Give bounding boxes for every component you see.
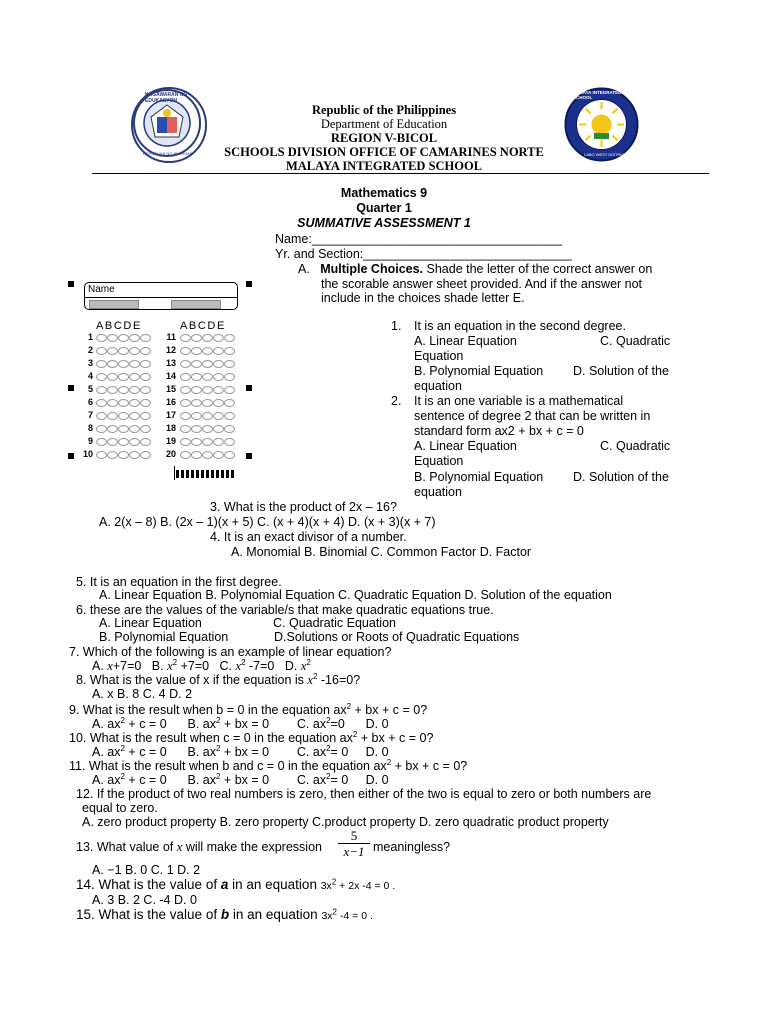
answer-bubble[interactable] — [96, 451, 107, 459]
q13-stem-post: meaningless? — [373, 840, 451, 854]
q9-choice-a: A. ax — [92, 717, 121, 731]
answer-bubble[interactable] — [191, 334, 202, 342]
q7-a-var: x — [107, 659, 113, 673]
quarter-title: Quarter 1 — [356, 201, 412, 215]
right-row-number: 14 — [165, 371, 176, 381]
answer-bubble[interactable] — [191, 451, 202, 459]
q9-choice-c-rest: =0 — [330, 717, 345, 731]
q9-choice-c: C. ax — [296, 717, 327, 731]
q8-var: x — [307, 673, 313, 687]
q13-numerator: 5 — [350, 828, 358, 843]
answer-bubble[interactable] — [129, 347, 140, 355]
q11-choice-a: A. ax — [92, 773, 121, 787]
answer-bubble[interactable] — [107, 373, 118, 381]
deped-seal-subtext: REPUBLIKA NG PILIPINAS — [143, 151, 193, 156]
answer-bubble[interactable] — [118, 373, 129, 381]
answer-bubble[interactable] — [118, 412, 129, 420]
q1-choice-a: A. Linear Equation — [414, 334, 517, 348]
left-row-number: 8 — [87, 423, 93, 433]
answer-bubble[interactable] — [118, 399, 129, 407]
q11-stem — [69, 759, 467, 773]
answer-bubble[interactable] — [224, 334, 235, 342]
q7-c-exp: 2 — [241, 657, 246, 667]
header-department: Department of Education — [320, 117, 448, 131]
answer-bubble[interactable] — [180, 334, 191, 342]
q7-d-var: x — [300, 659, 307, 673]
answer-bubble[interactable] — [213, 347, 224, 355]
q8-choices: A. x B. 8 C. 4 D. 2 — [92, 687, 193, 701]
answer-bubble[interactable] — [107, 399, 118, 407]
answer-bubble[interactable] — [129, 334, 140, 342]
left-row-number: 2 — [87, 345, 93, 355]
q10-choice-a-rest: + c = 0 — [124, 745, 167, 759]
answer-bubble[interactable] — [118, 360, 129, 368]
answer-bubble[interactable] — [191, 438, 202, 446]
q10-exp: 2 — [352, 729, 358, 739]
q10-choice-b-rest: + bx = 0 — [220, 745, 270, 759]
right-row-number: 13 — [165, 358, 176, 368]
q10-c-exp: 2 — [326, 743, 331, 753]
answer-sheet-name-box — [84, 282, 238, 310]
q11-stem-pre: 11. What is the result when b and c = 0 in the equation ax — [69, 759, 387, 773]
left-row-number: 7 — [87, 410, 93, 420]
answer-bubble[interactable] — [140, 334, 151, 342]
answer-bubble[interactable] — [202, 412, 213, 420]
q9-choice-b-rest: + bx = 0 — [220, 717, 270, 731]
left-row-number: 10 — [82, 449, 93, 459]
answer-bubble[interactable] — [191, 386, 202, 394]
instruction-line-1 — [298, 262, 652, 276]
q11-choice-d: D. 0 — [365, 773, 389, 787]
q11-choice-c-rest: = 0 — [330, 773, 349, 787]
answer-bubble[interactable] — [140, 386, 151, 394]
answer-bubble[interactable] — [224, 451, 235, 459]
q13-choices: A. −1 B. 0 C. 1 D. 2 — [92, 863, 201, 877]
answer-bubble[interactable] — [140, 412, 151, 420]
answer-bubble[interactable] — [202, 360, 213, 368]
answer-bubble[interactable] — [140, 373, 151, 381]
answer-bubble[interactable] — [96, 412, 107, 420]
answer-bubble[interactable] — [140, 451, 151, 459]
answer-sheet-footer-pattern — [176, 470, 236, 478]
q14-eq-pre: 3x — [320, 880, 332, 892]
school-seal-text: MALAYA INTEGRATED SCHOOL — [573, 90, 622, 100]
q7-choices — [92, 659, 311, 674]
right-row-number: 15 — [165, 384, 176, 394]
answer-bubble[interactable] — [213, 334, 224, 342]
registration-mark — [246, 281, 252, 287]
q2-choice-a: A. Linear Equation — [414, 439, 517, 453]
answer-bubble[interactable] — [129, 399, 140, 407]
q3-stem: 3. What is the product of 2x – 16? — [210, 500, 397, 514]
instruction-letter: A. — [298, 262, 310, 276]
registration-mark — [246, 453, 252, 459]
answer-bubble[interactable] — [213, 373, 224, 381]
q15-eq-post: -4 = 0 . — [337, 910, 373, 922]
q13-stem-pre: 13. What value of — [76, 840, 174, 854]
q14-choices: A. 3 B. 2 C. -4 D. 0 — [92, 893, 197, 907]
q10-choice-a: A. ax — [92, 745, 121, 759]
q2-choice-c: C. Quadratic — [600, 439, 671, 453]
answer-bubble[interactable] — [180, 451, 191, 459]
answer-bubble[interactable] — [140, 347, 151, 355]
answer-bubble[interactable] — [96, 373, 107, 381]
registration-mark — [68, 453, 74, 459]
answer-bubble[interactable] — [224, 438, 235, 446]
q12-choices: A. zero product property B. zero property C.product property D. zero quadratic product property — [82, 815, 609, 829]
left-row-number: 5 — [87, 384, 93, 394]
q11-exp: 2 — [386, 757, 392, 767]
answer-bubble[interactable] — [213, 425, 224, 433]
answer-bubble[interactable] — [96, 360, 107, 368]
answer-bubble[interactable] — [129, 412, 140, 420]
answer-bubble[interactable] — [140, 425, 151, 433]
q12-stem-1: 12. If the product of two real numbers is zero, then either of the two is equal to zero or both numbers are — [76, 787, 652, 801]
answer-bubble[interactable] — [107, 438, 118, 446]
q11-choice-c: C. ax — [296, 773, 327, 787]
q15-var: b — [220, 907, 230, 922]
answer-bubble[interactable] — [224, 412, 235, 420]
q9-a-exp: 2 — [120, 715, 125, 725]
q1-choice-b: B. Polynomial Equation — [414, 364, 544, 378]
header-divider — [92, 173, 709, 174]
answer-bubble[interactable] — [224, 399, 235, 407]
answer-bubble[interactable] — [202, 438, 213, 446]
answer-sheet-header-right: ABCDE — [180, 320, 226, 332]
right-row-number: 20 — [165, 449, 176, 459]
answer-bubble[interactable] — [224, 347, 235, 355]
registration-mark — [246, 385, 252, 391]
q14-eq-exp: 2 — [331, 877, 337, 887]
instruction-text-2: the scorable answer sheet provided. And if the answer not — [321, 277, 643, 291]
answer-bubble[interactable] — [191, 360, 202, 368]
q7-d-label: D. — [284, 659, 298, 673]
instruction-bold: Multiple Choices. — [320, 262, 424, 276]
q1-number: 1. — [391, 319, 402, 333]
q3-choices: A. 2(x – 8) B. (2x – 1)(x + 5) C. (x + 4)(x + 4) D. (x + 3)(x + 7) — [99, 515, 436, 529]
q7-b-var: x — [167, 659, 173, 673]
subject-title: Mathematics 9 — [340, 186, 428, 200]
answer-bubble[interactable] — [129, 386, 140, 394]
answer-sheet-footer-line — [174, 466, 175, 480]
answer-bubble[interactable] — [129, 451, 140, 459]
q8-stem-post: -16=0? — [320, 673, 361, 687]
q8-stem-pre: 8. What is the value of x if the equation is — [76, 673, 304, 687]
answer-bubble[interactable] — [107, 334, 118, 342]
answer-bubble[interactable] — [180, 373, 191, 381]
q10-choice-c: C. ax — [296, 745, 327, 759]
q4-stem: 4. It is an exact divisor of a number. — [210, 530, 407, 544]
q9-choice-a-rest: + c = 0 — [124, 717, 167, 731]
q5-choices: A. Linear Equation B. Polynomial Equation C. Quadratic Equation D. Solution of the equation — [99, 588, 612, 602]
q13-denominator: x−1 — [343, 844, 365, 859]
answer-bubble[interactable] — [191, 425, 202, 433]
answer-bubble[interactable] — [180, 386, 191, 394]
header-region: REGION V-BICOL — [330, 131, 438, 145]
q9-choices — [92, 717, 389, 731]
q15-eq-exp: 2 — [332, 907, 337, 917]
q6-stem: 6. these are the values of the variable/s that make quadratic equations true. — [76, 603, 494, 617]
q4-choices: A. Monomial B. Binomial C. Common Factor D. Factor — [231, 545, 532, 559]
answer-bubble[interactable] — [118, 438, 129, 446]
answer-bubble[interactable] — [96, 399, 107, 407]
q2-choice-b: B. Polynomial Equation — [414, 470, 544, 484]
answer-bubble[interactable] — [118, 451, 129, 459]
answer-bubble[interactable] — [202, 425, 213, 433]
answer-bubble[interactable] — [213, 386, 224, 394]
instruction-text-3: include in the choices shade letter E. — [321, 291, 525, 305]
answer-bubble[interactable] — [213, 438, 224, 446]
q1-choice-c: C. Quadratic — [600, 334, 671, 348]
answer-bubble[interactable] — [107, 386, 118, 394]
registration-mark — [68, 281, 74, 287]
q14-pre: 14. What is the value of — [76, 877, 218, 892]
answer-bubble[interactable] — [118, 347, 129, 355]
answer-bubble[interactable] — [107, 451, 118, 459]
answer-bubble[interactable] — [180, 425, 191, 433]
q7-c-label: C. — [219, 659, 233, 673]
q11-b-exp: 2 — [216, 771, 221, 781]
q8-stem — [76, 673, 360, 688]
q2-number: 2. — [391, 394, 402, 408]
right-row-number: 18 — [165, 423, 176, 433]
q9-stem-post: + bx + c = 0? — [351, 703, 428, 717]
answer-sheet-header-left: ABCDE — [96, 320, 142, 332]
answer-bubble[interactable] — [180, 438, 191, 446]
q7-a-eq: +7=0 — [112, 659, 142, 673]
q7-c-var: x — [235, 659, 242, 673]
q15-pre: 15. What is the value of — [76, 907, 218, 922]
q12-stem-2: equal to zero. — [82, 801, 158, 815]
q14-mid: in an equation — [232, 877, 317, 892]
q11-choice-b-rest: + bx = 0 — [220, 773, 270, 787]
answer-bubble[interactable] — [96, 386, 107, 394]
q1-stem: It is an equation in the second degree. — [414, 319, 626, 333]
header-republic: Republic of the Philippines — [311, 103, 457, 117]
answer-bubble[interactable] — [107, 412, 118, 420]
q10-stem-pre: 10. What is the result when c = 0 in the equation ax — [69, 731, 353, 745]
assessment-title: SUMMATIVE ASSESSMENT 1 — [297, 216, 471, 230]
right-row-number: 11 — [166, 332, 176, 342]
registration-mark — [68, 385, 74, 391]
q6-choice-b: B. Polynomial Equation — [99, 630, 229, 644]
left-row-number: 4 — [87, 371, 93, 381]
q1-choice-c-cont: Equation — [414, 349, 464, 363]
q9-b-exp: 2 — [216, 715, 221, 725]
answer-bubble[interactable] — [96, 438, 107, 446]
q11-stem-post: + bx + c = 0? — [391, 759, 468, 773]
q6-choice-d: D.Solutions or Roots of Quadratic Equations — [274, 630, 520, 644]
name-field[interactable]: Name:____________________________________ — [275, 232, 563, 246]
q10-choice-b: B. ax — [187, 745, 216, 759]
header-school: MALAYA INTEGRATED SCHOOL — [285, 159, 483, 173]
left-row-number: 6 — [87, 397, 93, 407]
q15-stem — [76, 907, 373, 922]
answer-bubble[interactable] — [202, 334, 213, 342]
q10-choices — [92, 745, 389, 759]
answer-bubble[interactable] — [191, 373, 202, 381]
answer-bubble[interactable] — [180, 412, 191, 420]
answer-bubble[interactable] — [180, 360, 191, 368]
q2-stem-1: It is an one variable is a mathematical — [414, 394, 624, 408]
q5-stem: 5. It is an equation in the first degree. — [76, 575, 282, 589]
q13-stem-mid: will make the expression — [185, 840, 322, 854]
q7-b-eq: +7=0 — [180, 659, 210, 673]
right-row-number: 16 — [165, 397, 176, 407]
answer-bubble[interactable] — [129, 373, 140, 381]
q10-stem-post: + bx + c = 0? — [357, 731, 434, 745]
answer-bubble[interactable] — [140, 399, 151, 407]
q7-stem: 7. Which of the following is an example of linear equation? — [69, 645, 392, 659]
answer-bubble[interactable] — [140, 438, 151, 446]
q11-choices — [92, 773, 389, 787]
q6-choice-c: C. Quadratic Equation — [273, 616, 396, 630]
answer-bubble[interactable] — [118, 425, 129, 433]
answer-bubble[interactable] — [202, 451, 213, 459]
q2-choice-c-cont: Equation — [414, 454, 464, 468]
answer-bubble[interactable] — [224, 386, 235, 394]
q7-d-exp: 2 — [306, 657, 311, 667]
left-row-number: 3 — [87, 358, 93, 368]
answer-bubble[interactable] — [107, 347, 118, 355]
answer-bubble[interactable] — [224, 373, 235, 381]
q11-c-exp: 2 — [326, 771, 331, 781]
answer-bubble[interactable] — [202, 347, 213, 355]
answer-bubble[interactable] — [107, 360, 118, 368]
q7-a-label: A. — [92, 659, 104, 673]
answer-bubble[interactable] — [191, 347, 202, 355]
answer-bubble[interactable] — [96, 334, 107, 342]
q7-b-label: B. — [151, 659, 164, 673]
q10-choice-d: D. 0 — [365, 745, 389, 759]
q13-fraction — [338, 829, 370, 859]
q15-mid: in an equation — [232, 907, 318, 922]
q13-var: x — [176, 840, 183, 854]
q10-a-exp: 2 — [120, 743, 125, 753]
answer-bubble[interactable] — [140, 360, 151, 368]
answer-bubble[interactable] — [213, 360, 224, 368]
right-row-number: 17 — [165, 410, 176, 420]
answer-bubble[interactable] — [202, 386, 213, 394]
answer-bubble[interactable] — [118, 386, 129, 394]
q1-choice-d-cont: equation — [414, 379, 462, 393]
answer-bubble[interactable] — [202, 399, 213, 407]
answer-bubble[interactable] — [129, 360, 140, 368]
instruction-text-1: Shade the letter of the correct answer on — [426, 262, 653, 276]
q14-eq-post: + 2x -4 = 0 . — [336, 880, 396, 892]
section-field[interactable]: Yr. and Section:______________________________ — [275, 247, 572, 261]
answer-bubble[interactable] — [96, 347, 107, 355]
answer-bubble[interactable] — [213, 399, 224, 407]
deped-seal-text: KAGAWARAN NG EDUKASYON — [145, 92, 188, 104]
answer-bubble[interactable] — [202, 373, 213, 381]
school-seal-subtext: LABO WEST DISTRICT — [584, 152, 627, 157]
q2-stem-3: standard form ax2 + bx + c = 0 — [414, 424, 584, 438]
q9-exp: 2 — [346, 701, 352, 711]
answer-bubble[interactable] — [180, 347, 191, 355]
q2-choice-d: D. Solution of the — [573, 470, 669, 484]
answer-sheet-image — [64, 276, 256, 490]
q14-stem — [76, 877, 395, 892]
q14-var: a — [220, 877, 229, 892]
q11-choice-b: B. ax — [187, 773, 216, 787]
q8-exp: 2 — [312, 671, 318, 681]
q11-choice-a-rest: + c = 0 — [124, 773, 167, 787]
q9-choice-d: D. 0 — [365, 717, 389, 731]
answer-bubble[interactable] — [191, 399, 202, 407]
header-division: SCHOOLS DIVISION OFFICE OF CAMARINES NORTE — [224, 145, 544, 159]
q13-stem — [76, 840, 322, 855]
q9-c-exp: 2 — [326, 715, 331, 725]
answer-bubble[interactable] — [129, 438, 140, 446]
answer-sheet-name-label: Name — [88, 284, 115, 295]
answer-bubble[interactable] — [213, 451, 224, 459]
left-row-number: 1 — [87, 332, 93, 342]
q15-eq-pre: 3x — [321, 910, 333, 922]
q11-a-exp: 2 — [120, 771, 125, 781]
answer-bubble[interactable] — [118, 334, 129, 342]
answer-bubble[interactable] — [191, 412, 202, 420]
q10-choice-c-rest: = 0 — [330, 745, 349, 759]
answer-bubble[interactable] — [107, 425, 118, 433]
q7-c-eq: -7=0 — [249, 659, 275, 673]
q9-stem-pre: 9. What is the result when b = 0 in the equation ax — [69, 703, 347, 717]
answer-bubble[interactable] — [224, 360, 235, 368]
answer-bubble[interactable] — [96, 425, 107, 433]
answer-bubble[interactable] — [213, 412, 224, 420]
q2-choice-d-cont: equation — [414, 485, 462, 499]
answer-bubble[interactable] — [224, 425, 235, 433]
left-row-number: 9 — [87, 436, 93, 446]
answer-bubble[interactable] — [180, 399, 191, 407]
answer-bubble[interactable] — [129, 425, 140, 433]
q6-choice-a: A. Linear Equation — [99, 616, 202, 630]
q2-stem-2: sentence of degree 2 that can be written in — [414, 409, 651, 423]
q10-b-exp: 2 — [216, 743, 221, 753]
q1-choice-d: D. Solution of the — [573, 364, 669, 378]
right-row-number: 19 — [165, 436, 176, 446]
q9-choice-b: B. ax — [187, 717, 216, 731]
right-row-number: 12 — [165, 345, 176, 355]
q7-b-exp: 2 — [172, 657, 178, 667]
